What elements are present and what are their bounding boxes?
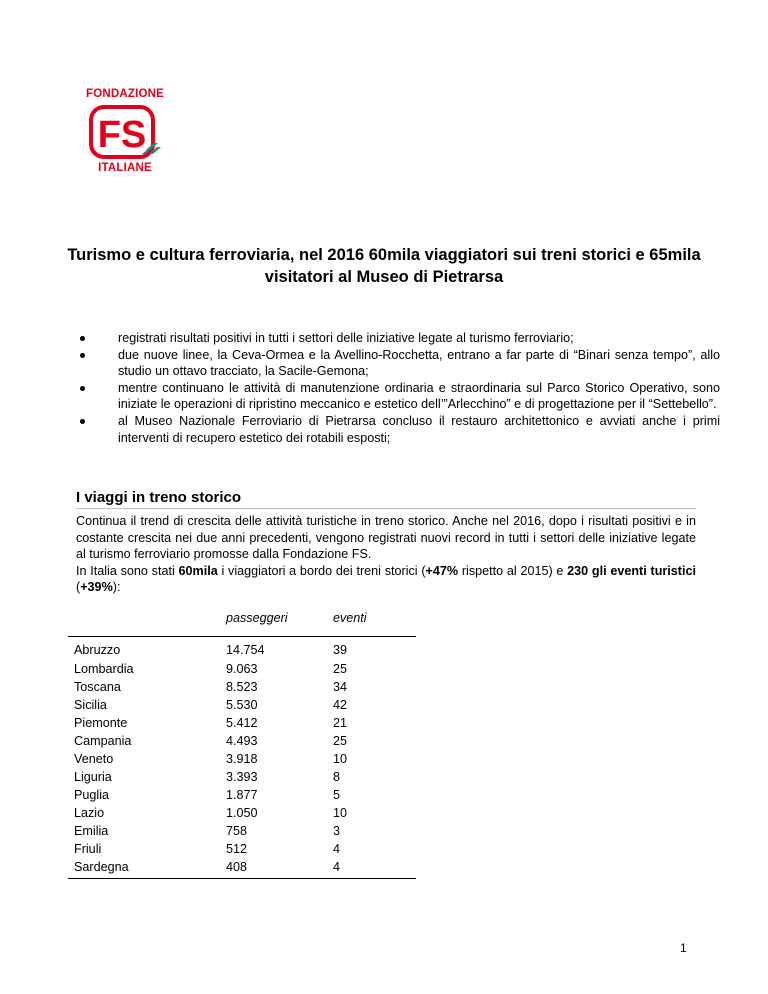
cell-events: 3: [333, 824, 341, 838]
cell-passengers: 1.877: [226, 788, 258, 802]
cell-events: 4: [333, 860, 341, 874]
bullet-item: [78, 413, 720, 446]
cell-passengers: 758: [226, 824, 248, 838]
cell-region: Campania: [74, 734, 132, 748]
cell-passengers: 408: [226, 860, 248, 874]
cell-events: 5: [333, 788, 341, 802]
logo-mark: FS: [97, 114, 147, 156]
cell-region: Friuli: [74, 842, 102, 856]
table-row: [68, 770, 416, 788]
cell-events: 8: [333, 770, 341, 784]
cell-events: 10: [333, 752, 348, 766]
cell-region: Lazio: [74, 806, 105, 820]
table-row: [68, 734, 416, 752]
bullet-dot-icon: [80, 353, 85, 358]
bullet-text: mentre continuano le attività di manutenzione ordinaria e straordinaria sul Parco Storico Operativo, sono iniziate le operazioni di ripristino meccanico e estetico dell’”Arlecchino” e di progettazione per il “Settebello”.: [118, 380, 720, 412]
cell-region: Piemonte: [74, 716, 128, 730]
bullet-dot-icon: [80, 386, 85, 391]
cell-events: 25: [333, 662, 348, 676]
cell-passengers: 9.063: [226, 662, 258, 676]
para2-bold: 230 gli eventi turistici: [567, 563, 696, 578]
para2-bold: +47%: [425, 563, 459, 578]
para2-text: ):: [112, 580, 121, 595]
para2-text: In Italia sono stati: [76, 563, 179, 578]
fs-logo: [80, 90, 170, 174]
logo-top-text: FONDAZIONE: [85, 88, 165, 100]
table-row: [68, 842, 416, 860]
column-header-region: [68, 611, 220, 637]
bullet-item: [78, 347, 720, 380]
column-header-events: eventi: [333, 611, 367, 625]
page-title: Turismo e cultura ferroviaria, nel 2016 60mila viaggiatori sui treni storici e 65mila visitatori al Museo di Pietrarsa: [67, 246, 701, 286]
bullet-text: registrati risultati positivi in tutti i settori delle iniziative legate al turismo ferroviario;: [118, 331, 574, 345]
para2-text: i viaggiatori a bordo dei treni storici (: [217, 563, 426, 578]
cell-region: Abruzzo: [74, 643, 121, 657]
para2-text: (: [76, 580, 81, 595]
cell-passengers: 3.393: [226, 770, 258, 784]
bullet-dot-icon: [80, 419, 85, 424]
table-body: [68, 637, 416, 879]
bullet-dot-icon: [80, 336, 85, 341]
para2-bold: +39%: [80, 580, 113, 595]
logo-bottom-text: ITALIANE: [98, 162, 152, 174]
cell-events: 34: [333, 680, 348, 694]
cell-passengers: 4.493: [226, 734, 258, 748]
table-row: [68, 860, 416, 879]
cell-region: Sicilia: [74, 698, 107, 712]
cell-region: Lombardia: [74, 662, 134, 676]
table-row: [68, 824, 416, 842]
cell-region: Sardegna: [74, 860, 129, 874]
summary-bullet-list: [78, 330, 720, 446]
cell-events: 21: [333, 716, 348, 730]
table-row: [68, 716, 416, 734]
table-row: [68, 752, 416, 770]
cell-passengers: 5.530: [226, 698, 258, 712]
fs-logo-icon: [88, 104, 164, 162]
cell-passengers: 14.754: [226, 643, 265, 657]
table-row: [68, 698, 416, 716]
cell-events: 25: [333, 734, 348, 748]
cell-passengers: 3.918: [226, 752, 258, 766]
cell-events: 10: [333, 806, 348, 820]
cell-passengers: 512: [226, 842, 248, 856]
cell-events: 39: [333, 643, 348, 657]
table-row: [68, 806, 416, 824]
bullet-text: due nuove linee, la Ceva-Ormea e la Avellino-Rocchetta, entrano a far parte di “Binari senza tempo”, allo studio un ottavo tracciato, la Sacile-Gemona;: [118, 347, 720, 379]
section-heading: I viaggi in treno storico: [76, 489, 242, 506]
para2-text: rispetto al 2015) e: [458, 563, 568, 578]
para2-bold: 60mila: [178, 563, 218, 578]
table-header-row: [68, 611, 416, 637]
cell-passengers: 1.050: [226, 806, 258, 820]
cell-region: Veneto: [74, 752, 114, 766]
table-row: [68, 637, 416, 663]
regions-table: [68, 611, 416, 879]
cell-region: Toscana: [74, 680, 121, 694]
cell-passengers: 8.523: [226, 680, 258, 694]
cell-events: 4: [333, 842, 341, 856]
section-divider: [76, 508, 696, 509]
cell-passengers: 5.412: [226, 716, 258, 730]
cell-events: 42: [333, 698, 348, 712]
table-row: [68, 662, 416, 680]
paragraph-1: Continua il trend di crescita delle attività turistiche in treno storico. Anche nel 2016, dopo i risultati positivi e in costante crescita nei due anni precedenti, vengono registrati nuovi record in tutti i settori delle iniziative legate al turismo ferroviario promosse dalla Fondazione FS.: [76, 514, 696, 562]
table-row: [68, 788, 416, 806]
cell-region: Emilia: [74, 824, 109, 838]
page-number: 1: [680, 941, 687, 955]
bullet-text: al Museo Nazionale Ferroviario di Pietrarsa concluso il restauro architettonico e avviati anche i primi interventi di recupero estetico dei rotabili esposti;: [118, 413, 720, 445]
cell-region: Puglia: [74, 788, 110, 802]
section-body: [76, 513, 696, 596]
column-header-passengers: passeggeri: [226, 611, 288, 625]
bullet-item: [78, 330, 720, 347]
table-row: [68, 680, 416, 698]
cell-region: Liguria: [74, 770, 112, 784]
paragraph-2: [76, 563, 696, 596]
bullet-item: [78, 380, 720, 413]
